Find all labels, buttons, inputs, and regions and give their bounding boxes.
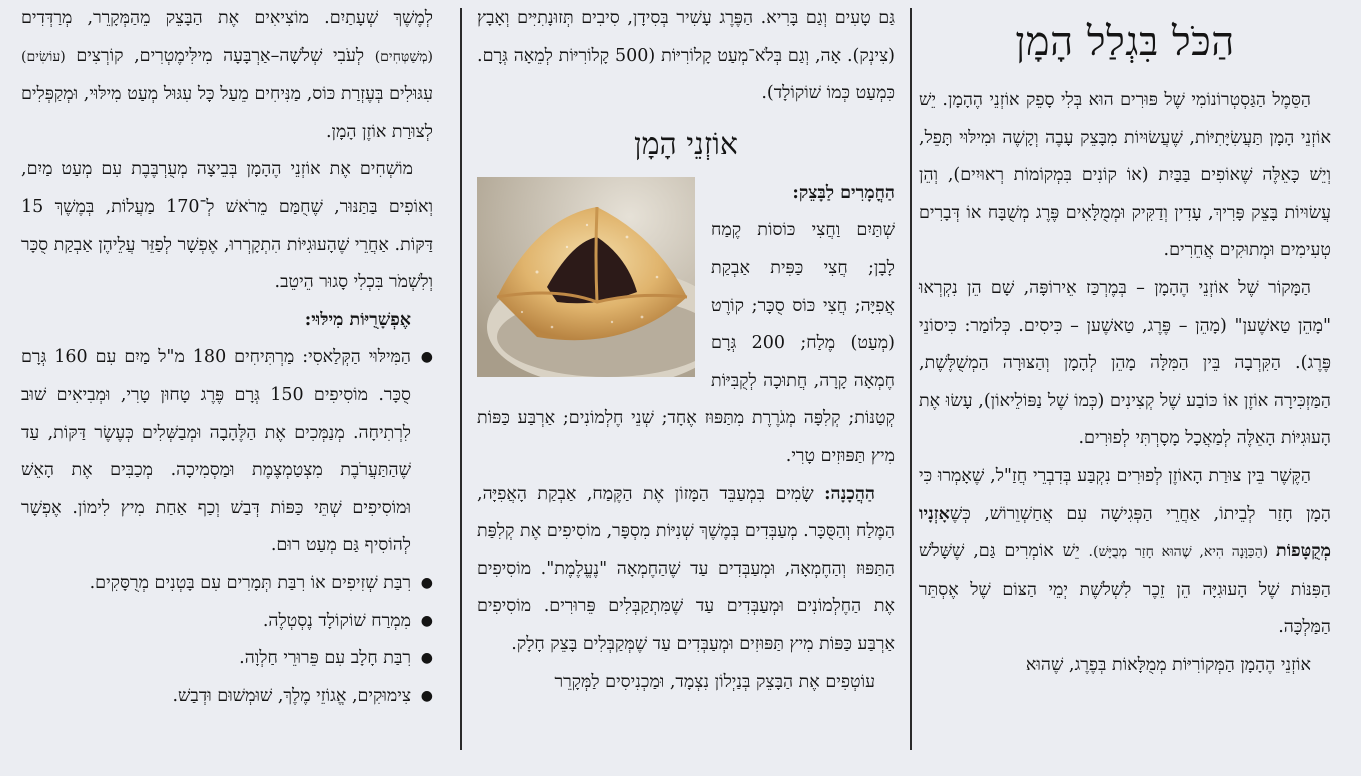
ingredients-text: שְׁתַּיִם וַחֲצִי כּוֹסוֹת קֶמַח לָבָן; חֲצִי כַּפִּית אַבְקַת אֲפִיָּה; חֲצִי כּוֹס סֻכָּר; קוֹרֶט (מְעַט) מֶלַח; 200 גְּרָם חֶמְאָה קָרָה, חֲתוּכָה לְקֻבִּיּוֹת קְטַנּוֹת; קְלִפָּה מְגֹרֶרֶת מִתַּפּוּז אֶחָד; שְׁנֵי חֶלְמוֹנִים; אַרְבַּע כַּפּוֹת מִיץ תַּפּוּזִים טָרִי. [477,220,895,466]
recipe-title: אוֹזְנֵי הָמָן [634,126,738,162]
paragraph [21,0,433,151]
paragraph: הַסֵּמֶל הַגַּסְטְרוֹנוֹמִי שֶׁל פּוּרִים הוּא בְּלִי סָפֵק אוֹזְנֵי הֶהָמָן. יֵשׁ אוֹזְנֵי הָמָן תַּעֲשִׂיָּתִיּוֹת, שֶׁעֲשׂוּיוֹת מִבָּצֵק עָבֶה וְקָשֶׁה וּמִילּוּי תָּפֵל, וְיֵשׁ כָּאֵלֶּה שֶׁאוֹפִים בַּבַּיִת (אוֹ קוֹנִים בִּמְקוֹמוֹת רְאוּיִים), וְהֵן עֲשׂוּיוֹת בָּצֵק פָּרִיךְ, עָדִין וְדַקִּיק וּמְמֻלָּאִים פֶּרֶג מְשֻׁבָּח אוֹ דְּבָרִים טְעִימִים וּמְתוּקִים אֲחֵרִים. [919,90,1331,261]
list-item: ● רִבַּת שְׁזִיפִים אוֹ רִבַּת תְּמָרִים עִם בָּטְנִים מְרֻסָּקִים. [21,565,433,603]
paragraph: אוֹזְנֵי הֶהָמָן הַמְּקוֹרִיּוֹת מְמֻלָּאוֹת בְּפֶרֶג, שֶׁהוּא [1025,654,1311,675]
paragraph: גַּם טָעִים וְגַם בָּרִיא. הַפֶּרֶג עָשִׁיר בְּסִידָן, סִיבִים תְּזוּנָתִיִּים וְאָבָץ (צִינְק). אָה, וְגַם בְּלֹא־מְעַט קָלוֹרִיּוֹת (500 קָלוֹרִיּוֹת לְמֵאָה גְּרָם. כִּמְעַט כְּמוֹ שׁוֹקוֹלָד). [477,8,895,104]
article-column-left [21,0,433,768]
text-run: יֵשׁ אוֹמְרִים גַּם, שֶׁשָּׁלֹשׁ הַפִּנּוֹת שֶׁל הָעוּגִיָּה הֵן זֵכֶר לִשְׁלֹשֶׁת יְמֵי הַצּוֹם שֶׁל אֶסְתֵּר הַמַּלְכָּה. [919,541,1331,638]
filling-options-list [21,339,433,715]
text-run: לְמֶשֶׁךְ שְׁעָתַיִם. מוֹצִיאִים אֶת הַבָּצֵק מֵהַמְּקָרֵר, מְרַדְּדִים [21,8,433,28]
article-column-right [919,8,1331,776]
parenthetical-note: (עוֹשִׂים) [21,48,66,65]
list-item: ● רִבַּת חָלָב עִם פֵּרוּרֵי חַלְוָה. [21,640,433,678]
emphasis-text: אָזְנָיו מְקֻטָּפוֹת [919,503,1331,562]
text-run: לְעֹבִי שְׁלֹשָׁה–אַרְבָּעָה מִילִּימֶטְרִים, קוֹרְצִים [65,45,375,66]
ingredients-heading: הַחֳמָרִים לַבָּצֵק: [792,182,895,203]
paragraph [919,458,1331,647]
preparation-text: שָׂמִים בִּמְעַבֵּד הַמָּזוֹן אֶת הַקֶּמַח, אַבְקַת הָאֲפִיָּה, הַמֶּלַח וְהַסֻּכָּר. מְעַבְּדִים בְּמֶשֶׁךְ שְׁנִיּוֹת מִסְפָּר, מוֹסִיפִים אֶת קְלִפַּת הַתַּפּוּז וְהַחֶמְאָה, וּמְעַבְּדִים עַד שֶׁהַחֶמְאָה "נֶעֱלֶמֶת". מוֹסִיפִים אֶת הַחֶלְמוֹנִים וּמְעַבְּדִים עַד שֶׁמִּתְקַבְּלִים פֵּרוּרִים. מוֹסִיפִים אַרְבַּע כַּפּוֹת מִיץ תַּפּוּזִים וּמְעַבְּדִים עַד שֶׁמְּקַבְּלִים בָּצֵק חָלָק. [477,483,895,654]
paragraph [477,476,895,664]
parenthetical-note: (מְשַׁטְּחִים) [374,48,433,65]
list-item: ● מִמְרַח שׁוֹקוֹלָד נֶסְטְלֶה. [21,603,433,641]
text-run: הַקֶּשֶׁר בֵּין צוּרַת הָאוֹזֶן לְפוּרִים נִקְבַּע בְּדִבְרֵי חֲזַ"ל, שֶׁאָמְרוּ כִּי הָמָן חָזַר לְבֵיתוֹ, אַחֲרֵי הַפְּגִישָׁה עִם אֲחַשְׁוֵרוֹשׁ, כְּשֶׁ [919,465,1331,524]
column-divider [910,8,912,750]
paragraph: הַמָּקוֹר שֶׁל אוֹזְנֵי הֶהָמָן – בְּמֶרְכַּז אֵירוֹפָּה, שָׁם הֵן נִקְרְאוּ "מָהֵן טַאשֶׁען" (מָהֵן – פֶּרֶג, טַאשֶׁען – כִּיסִים. כְּלוֹמַר: כִּיסוֹנֵי פֶּרֶג). הַקִּרְבָה בֵּין הַמִּלָּה מָהֵן לְהָמָן וְהַצּוּרָה הַמְשֻׁלֶּשֶׁת, הַמַּזְכִּירָה אוֹזֶן אוֹ כּוֹבַע שֶׁל קְצִינִים (כְּמוֹ שֶׁל נַפּוֹלֵיאוֹן), עָשׂוּ אֶת הָעוּגִיּוֹת הָאֵלֶּה לְמַאֲכָל מָסָרְתִּי לְפוּרִים. [919,277,1331,449]
list-item: ● צִימוּקִים, אֱגוֹזֵי מֶלֶךְ, שׁוּמְשׁוּם וּדְבַשׁ. [21,678,433,716]
hamantaschen-image [477,177,695,377]
parenthetical-note: (הַכַּוָּנָה הִיא, שֶׁהוּא חָזַר מְבֻיָּשׁ). [1088,544,1277,561]
article-title: הַכֹּל בִּגְלַל הָמָן [1015,19,1235,65]
column-divider [460,8,462,750]
text-run: עִגּוּלִים בְּעֶזְרַת כּוֹס, מַנִּיחִים מֵעַל כָּל עִגּוּל מְעַט מִילּוּי, וּמְקַפְּלִים לְצוּרַת אוֹזֶן הָמָן. [21,84,433,142]
hamantaschen-photo [477,177,695,377]
filling-options-heading: אֶפְשָׁרֻיּוֹת מִילּוּי: [304,309,411,330]
paragraph: עוֹטְפִים אֶת הַבָּצֵק בְּנַיְלוֹן נִצְמָד, וּמַכְנִיסִים לַמְּקָרֵר [554,671,875,692]
preparation-heading: הַהֲכָנָה: [824,483,875,504]
list-item: ● הַמִּילּוּי הַקְּלַאסִי: מַרְתִּיחִים 180 מ"ל מַיִם עִם 160 גְּרָם סֻכָּר. מוֹסִיפִים 150 גְּרָם פֶּרֶג טָחוּן טָרִי, וּמְבִיאִים שׁוּב לִרְתִיחָה. מְנַמְּכִים אֶת הַלֶּהָבָה וּמְבַשְּׁלִים כְּעֶשֶׂר דַּקּוֹת, עַד שֶׁהַתַּעֲרֹבֶת מִצְטַמְצֶמֶת וּמַסְמִיכָה. מְכַבִּים אֶת הָאֵשׁ וּמוֹסִיפִים שְׁתֵּי כַּפּוֹת דְּבַשׁ וְכַף אַחַת מִיץ לִימוֹן. אֶפְשָׁר לְהוֹסִיף גַּם מְעַט רוּם. [21,339,433,565]
paragraph: מוֹשְׁחִים אֶת אוֹזְנֵי הֶהָמָן בְּבֵיצָה מְעֻרְבֶּבֶת עִם מְעַט מַיִם, וְאוֹפִים בַּתַּנּוּר, שֶׁחֻמַּם מֵרֹאשׁ לְ־170 מַעֲלוֹת, בְּמֶשֶׁךְ 15 דַּקּוֹת. אַחֲרֵי שֶׁהָעוּגִיּוֹת הִתְקָרְרוּ, אֶפְשָׁר לְפַזֵּר עֲלֵיהֶן אַבְקַת סֻכָּר וְלִשְׁמֹר בִּכְלִי סָגוּר הֵיטֵב. [21,159,433,293]
article-column-middle [477,0,895,768]
